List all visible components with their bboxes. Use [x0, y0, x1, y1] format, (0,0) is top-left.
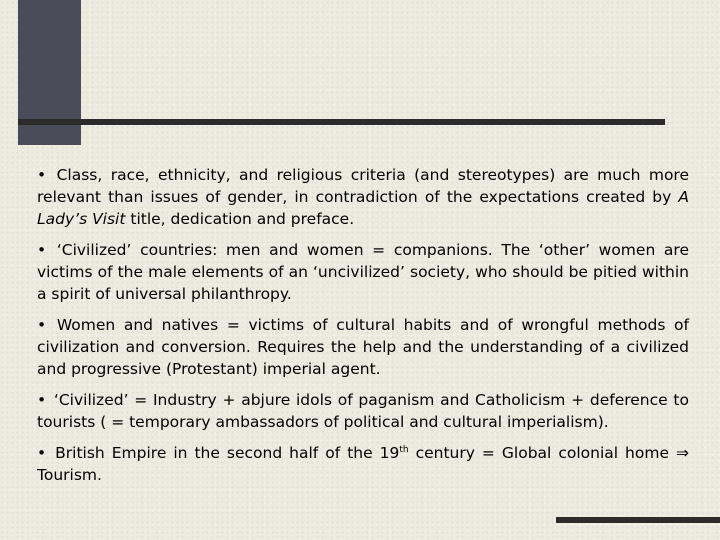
- bullet-text: British Empire in the second half of the 19: [55, 444, 400, 462]
- bullet-text: ‘Civilized’ countries: men and women = companions. The ‘other’ women are victims of the male elements of an ‘uncivilized’ society, who should be pitied within a spirit of universal philanthropy.: [37, 241, 689, 303]
- bullet-text: Class, race, ethnicity, and religious criteria (and stereotypes) are much more relevant than issues of gender, in contradiction of the expectations created by: [37, 166, 689, 206]
- bullet-item: [37, 314, 689, 380]
- bullet-text-end: century = Global colonial home ⇒ Tourism.: [37, 444, 689, 484]
- bullet-item: [37, 389, 689, 433]
- bullet-text-end: title, dedication and preface.: [125, 210, 355, 228]
- bullet-item: [37, 442, 689, 486]
- bullet-icon: •: [37, 391, 47, 409]
- bullet-icon: •: [37, 444, 47, 462]
- bullet-icon: •: [37, 316, 47, 334]
- superscript: th: [399, 444, 409, 455]
- bullet-icon: •: [37, 241, 47, 259]
- decorative-top-rule: [18, 119, 665, 125]
- slide-body: [37, 164, 689, 495]
- decorative-bottom-rule: [556, 517, 720, 523]
- bullet-text: Women and natives = victims of cultural habits and of wrongful methods of civilization and conversion. Requires the help and the understanding of a civilized and progressive (Protestant) imperial agent.: [37, 316, 689, 378]
- bullet-item: [37, 239, 689, 305]
- bullet-text: ‘Civilized’ = Industry + abjure idols of paganism and Catholicism + deference to tourists ( = temporary ambassadors of political and cultural imperialism).: [37, 391, 689, 431]
- bullet-item: [37, 164, 689, 230]
- book-title: A Lady’s Visit: [37, 188, 689, 228]
- bullet-icon: •: [37, 166, 47, 184]
